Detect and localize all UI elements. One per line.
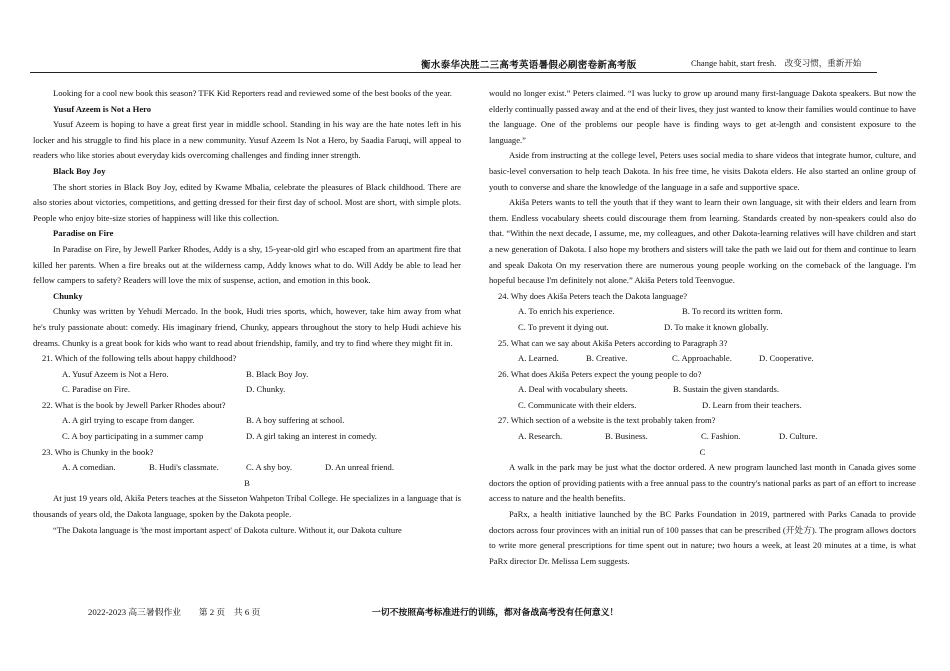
header-divider — [30, 72, 877, 73]
option-27-a: A. Research. — [518, 431, 563, 442]
header-motto: Change habit, start fresh. 改变习惯，重新开始 — [691, 58, 862, 68]
option-27-c: C. Fashion. — [701, 431, 741, 442]
option-24-b: B. To record its written form. — [682, 306, 783, 317]
option-24-a: A. To enrich his experience. — [518, 306, 615, 317]
akisa-paragraph-2-cont: would no longer exist.” Peters claimed. “I was lucky to grow up around many first-language Dakota speakers. But now the elderly continually passed away and at the end of their lives, they just wanted to know their families would continue to have the language. One of the problems our people have is finding ways to get at-length and consistent exposure to the language.” — [489, 88, 916, 145]
option-26-a: A. Deal with vocabulary sheets. — [518, 384, 628, 395]
answer-27: C — [699, 446, 706, 457]
question-21: 21. Which of the following tells about happy childhood? — [42, 353, 237, 364]
book-title-3: Paradise on Fire — [53, 228, 114, 239]
option-26-d: D. Learn from their teachers. — [702, 399, 802, 410]
book-review-1: Yusuf Azeem is hoping to have a great first year in middle school. Standing in his way are the hate notes left in his locker and his struggle to find his place in a new community. Yusuf Azeem Is Not a Hero, by Saadia Faruqi, will appeal to readers who like stories about everyday kids overcoming challenges and finding inner strength. — [33, 119, 461, 161]
footer-page-info: 2022-2023 高三暑假作业 第 2 页 共 6 页 — [88, 607, 261, 617]
right-column — [489, 86, 916, 569]
option-25-b: B. Creative. — [586, 353, 628, 364]
parks-paragraph-2: PaRx, a health initiative launched by the BC Parks Foundation in 2019, partnered with Parks Canada to provide doctors across four provinces with an initial run of 100 passes that can be prescribed (开处方). The program allows doctors to write more general prescriptions for time spent out in nature; two hours a week, at least 20 minutes at a time, is what PaRx director Dr. Melissa Lem suggests. — [489, 509, 916, 566]
question-24: 24. Why does Akiša Peters teach the Dakota language? — [498, 290, 688, 301]
akisa-paragraph-3: Aside from instructing at the college level, Peters uses social media to share videos that integrate humor, culture, and basic-level conversation to help teach Dakota. In his free time, he visits Dakota elders. He also started an online group of youth to converse and share the knowledge of the language in a safe and supportive space. — [489, 150, 916, 192]
option-22-b: B. A boy suffering at school. — [246, 415, 345, 426]
option-22-c: C. A boy participating in a summer camp — [62, 431, 204, 442]
option-24-c: C. To prevent it dying out. — [518, 321, 609, 332]
footer-slogan: 一切不按照高考标准进行的训练，都对备战高考没有任何意义！ — [372, 607, 619, 617]
option-22-a: A. A girl trying to escape from danger. — [62, 415, 195, 426]
akisa-paragraph-2-start: “The Dakota language is 'the most important aspect' of Dakota culture. Without it, our Dakota culture — [53, 524, 402, 535]
akisa-paragraph-1: At just 19 years old, Akiša Peters teaches at the Sisseton Wahpeton Tribal College. He specializes in a language that is thousands of years old, the Dakota language, spoken by the Dakota people. — [33, 493, 461, 520]
header-title: 衡水泰华决胜二三高考英语暑假必刷密卷新高考版 — [421, 61, 637, 71]
option-21-c: C. Paradise on Fire. — [62, 384, 131, 395]
question-26: 26. What does Akiša Peters expect the young people to do? — [498, 368, 702, 379]
question-25-options — [489, 351, 916, 367]
parks-paragraph-1: A walk in the park may be just what the doctor ordered. A new program launched last month in Canada gives some doctors the option of providing patients with a free annual pass to the country's national parks as part of an effort to increase access to nature and the health benefits. — [489, 462, 916, 504]
question-26-options-row2 — [489, 398, 916, 414]
question-21-options-row2 — [33, 382, 461, 398]
option-23-d: D. An unreal friend. — [325, 462, 394, 473]
question-27-options — [489, 429, 916, 445]
question-21-options-row1 — [33, 367, 461, 383]
question-22-options-row2 — [33, 429, 461, 445]
book-title-1: Yusuf Azeem is Not a Hero — [53, 103, 152, 114]
question-23: 23. Who is Chunky in the book? — [42, 446, 154, 457]
option-23-a: A. A comedian. — [62, 462, 116, 473]
option-21-d: D. Chunky. — [246, 384, 286, 395]
option-27-b: B. Business. — [605, 431, 648, 442]
option-25-a: A. Learned. — [518, 353, 559, 364]
question-24-options-row1 — [489, 304, 916, 320]
question-25: 25. What can we say about Akiša Peters according to Paragraph 3? — [498, 337, 728, 348]
question-26-options-row1 — [489, 382, 916, 398]
akisa-paragraph-4: Akiša Peters wants to tell the youth that if they want to learn their own language, sit with their elders and learn from them. Endless vocabulary sheets could discourage them from learning. Standards created by non-speakers could also do that. “Within the next decade, I assume, me, my colleagues, and other Dakota-learning relatives will have children and start a new generation of Dakota. I also hope my brothers and sisters will take the path we laid out for them and continue to learn and speak Dakota On my reservation there are numerous young people working on the comeback of the language. I'm hopeful because I'm definitely not alone.” Akiša Peters told Teenvogue. — [489, 197, 916, 286]
left-column — [33, 86, 461, 538]
book-title-4: Chunky — [53, 290, 83, 301]
option-25-c: C. Approachable. — [672, 353, 732, 364]
intro-paragraph: Looking for a cool new book this season? TFK Kid Reporters read and reviewed some of the best books of the year. — [53, 88, 452, 98]
question-22-options-row1 — [33, 413, 461, 429]
book-review-3: In Paradise on Fire, by Jewell Parker Rhodes, Addy is a shy, 15-year-old girl who escaped from an apartment fire that killed her parents. When a fire breaks out at the wilderness camp, Addy knows what to do. Will Addy be able to lead her fellow campers to safety? Readers will love the mix of suspense, action, and emotion in this book. — [33, 243, 461, 286]
option-26-c: C. Communicate with their elders. — [518, 399, 637, 410]
question-22: 22. What is the book by Jewell Parker Rhodes about? — [42, 399, 226, 410]
option-23-b: B. Hudi's classmate. — [149, 462, 219, 473]
option-26-b: B. Sustain the given standards. — [673, 384, 779, 395]
option-24-d: D. To make it known globally. — [664, 321, 769, 332]
question-24-options-row2 — [489, 320, 916, 336]
option-23-c: C. A shy boy. — [246, 462, 293, 473]
option-21-a: A. Yusuf Azeem is Not a Hero. — [62, 368, 169, 379]
option-22-d: D. A girl taking an interest in comedy. — [246, 431, 377, 442]
answer-23: B — [244, 477, 250, 488]
question-27: 27. Which section of a website is the text probably taken from? — [498, 415, 716, 426]
option-25-d: D. Cooperative. — [759, 353, 814, 364]
book-title-2: Black Boy Joy — [53, 165, 106, 176]
book-review-4: Chunky was written by Yehudi Mercado. In the book, Hudi tries sports, which, however, take him away from what he's truly passionate about: comedy. His imaginary friend, Chunky, appears throughout the story to help Hudi achieve his dreams. Chunky is a great book for kids who want to read about friendship, family, and try to find where they might fit in. — [33, 306, 461, 348]
option-21-b: B. Black Boy Joy. — [246, 368, 309, 379]
book-review-2: The short stories in Black Boy Joy, edited by Kwame Mbalia, celebrate the pleasures of Black childhood. There are also stories about victories, competitions, and getting dressed for their first day of school. Most are short, with simple plots. People who enjoy bite-size stories of happiness will like this collection. — [33, 181, 461, 223]
option-27-d: D. Culture. — [779, 431, 818, 442]
question-23-options — [33, 460, 461, 476]
